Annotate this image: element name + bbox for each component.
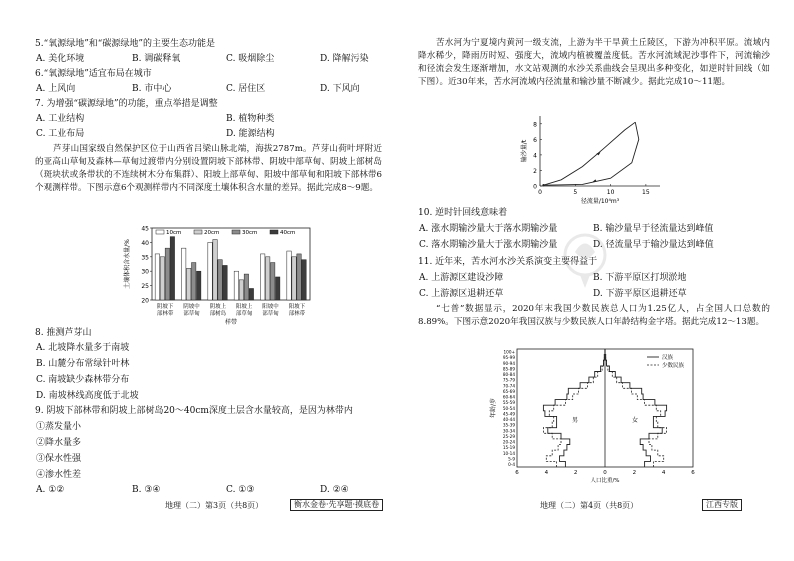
- legend-han-label: 汉族: [662, 355, 674, 361]
- q8-stem: 8. 推测芦芽山: [35, 328, 92, 338]
- q9-stem: 9. 阴坡下部林带和阴坡上部树岛20～40cm深度土层含水量较高，是因为林带内: [35, 406, 353, 416]
- x-category-label-line2: 部草甸: [235, 311, 253, 317]
- x-category-label-line1: 阳坡上: [235, 304, 253, 310]
- left-footer-brand: 衡水金卷·先享题·摸底卷: [290, 499, 383, 511]
- age-group-label: 75-79: [502, 377, 515, 383]
- q11-option-a[interactable]: A. 上游源区建设沙障: [419, 273, 504, 283]
- passage-kushui: 苦水河为宁夏境内黄河一级支流，上游为半干旱黄土丘陵区，下游为冲积平原。流域内降水稀少，降雨历时短、强度大，流域内植被覆盖度低。苦水河流域泥沙事件下，河流输沙和径流会发生逐渐增加，水文站观测的水沙关系曲线会呈现出多种变化，如逆时针回线（如下图）。近30年来，苦水河流域内径流量和输沙量不断减少。据此完成10～11题。: [418, 38, 770, 87]
- age-group-label: 10-14: [502, 450, 515, 456]
- x-category-label-line2: 部树岛: [209, 311, 227, 317]
- left-footer-page: 地理（二）第3页（共8页）: [165, 501, 264, 510]
- q11-stem: 11. 近年来，苦水河水沙关系演变主要得益于: [418, 257, 598, 267]
- q6-option-b[interactable]: B. 市中心: [132, 84, 172, 94]
- bar-10cm: [182, 248, 186, 300]
- loop-start-point: [542, 184, 544, 186]
- bar-10cm: [261, 254, 265, 300]
- q10-option-c[interactable]: C. 落水期输沙量大于涨水期输沙量: [419, 240, 558, 250]
- bar-20cm: [213, 240, 217, 300]
- legend-swatch: [194, 230, 202, 234]
- age-group-label: 5-9: [508, 456, 515, 462]
- age-group-label: 95-99: [502, 355, 515, 361]
- legend-label: 20cm: [204, 230, 220, 236]
- x-tick-label: 6: [691, 470, 695, 476]
- q9-item-4: ④渗水性差: [36, 470, 82, 480]
- loop-falling-limb: [544, 122, 639, 185]
- y-tick-label: 4: [533, 152, 537, 160]
- age-group-label: 40-44: [502, 417, 515, 423]
- q5-option-a[interactable]: A. 美化环境: [36, 54, 85, 64]
- bar-40cm: [276, 277, 280, 300]
- q9-option-a[interactable]: A. ①②: [36, 485, 65, 495]
- legend-swatch: [232, 230, 240, 234]
- age-group-label: 35-39: [502, 422, 515, 428]
- x-category-label-line2: 部草甸: [183, 311, 200, 317]
- bar-30cm: [244, 274, 248, 300]
- q9-item-3: ③保水性强: [36, 454, 82, 464]
- x-category-label-line2: 部草甸: [262, 311, 279, 317]
- y-tick-label: 2: [533, 167, 537, 175]
- x-tick-label: 5: [573, 189, 578, 196]
- bar-20cm: [187, 268, 191, 300]
- x-tick-label: 4: [544, 470, 549, 476]
- watermark-logo-icon: [560, 230, 610, 290]
- y-tick-label: 8: [533, 121, 537, 129]
- q10-option-d[interactable]: D. 径流量早于输沙量达到峰值: [593, 240, 714, 250]
- loop-rising-limb: [544, 122, 636, 185]
- passage-census: “七普”数据显示，2020年末我国少数民族总人口为1.25亿人，占全国人口总数的8.89%。下图示意2020年我国汉族与少数民族人口年龄结构金字塔。据此完成12～13题。: [418, 304, 770, 327]
- bar-10cm: [234, 271, 238, 300]
- chart-plot-frame: [152, 228, 310, 300]
- q11-option-c[interactable]: C. 上游源区退耕还草: [419, 289, 504, 299]
- bar-30cm: [297, 254, 301, 300]
- x-axis-label: 径流量/10⁴m³: [580, 198, 620, 204]
- q9-option-c[interactable]: C. ①③: [226, 485, 255, 495]
- y-axis-label: 年龄/岁: [490, 397, 497, 419]
- bar-40cm: [302, 260, 306, 300]
- q7-option-c[interactable]: C. 工业布局: [36, 129, 85, 139]
- x-category-label-line1: 阳坡下: [288, 304, 306, 310]
- q9-option-b[interactable]: B. ③④: [132, 485, 161, 495]
- q8-option-d[interactable]: D. 南坡林线高度低于北坡: [36, 391, 139, 401]
- age-group-label: 80-84: [502, 372, 515, 378]
- age-group-label: 55-59: [502, 400, 515, 406]
- han-female-profile: [605, 349, 667, 467]
- x-tick-label: 0: [538, 189, 542, 196]
- y-tick-label: 20: [141, 297, 149, 305]
- age-group-label: 70-74: [502, 383, 515, 389]
- x-axis-label: 人口比重/%: [590, 478, 620, 484]
- q7-option-a[interactable]: A. 工业结构: [36, 114, 85, 124]
- q8-option-b[interactable]: B. 山麓分布常绿针叶林: [36, 359, 130, 369]
- q7-stem: 7. 为增强“碳源绿地”的功能，重点举措是调整: [35, 99, 218, 109]
- x-tick-label: 6: [515, 470, 519, 476]
- q8-option-a[interactable]: A. 北坡降水量多于南坡: [36, 343, 130, 353]
- age-group-label: 85-89: [502, 366, 515, 372]
- age-group-label: 20-24: [502, 439, 515, 445]
- bar-10cm: [208, 242, 212, 300]
- right-footer-page: 地理（二）第4页（共8页）: [540, 501, 639, 510]
- population-pyramid-chart: [489, 343, 709, 491]
- minority-female-profile: [605, 349, 667, 467]
- y-tick-label: 40: [141, 239, 149, 247]
- x-category-label-line1: 阴坡下: [156, 304, 174, 310]
- q7-option-d[interactable]: D. 能源结构: [226, 129, 275, 139]
- legend-label: 30cm: [242, 230, 258, 236]
- q5-option-c[interactable]: C. 吸烟除尘: [226, 54, 275, 64]
- bar-10cm: [155, 254, 159, 300]
- bar-20cm: [160, 257, 164, 300]
- age-group-label: 25-29: [502, 433, 515, 439]
- legend-swatch: [270, 230, 278, 234]
- bar-20cm: [266, 257, 270, 300]
- q5-option-b[interactable]: B. 调碳释氧: [132, 54, 181, 64]
- q10-option-a[interactable]: A. 涨水期输沙量大于落水期输沙量: [419, 224, 558, 234]
- x-tick-label: 2: [632, 470, 637, 476]
- q9-option-d[interactable]: D. ②④: [320, 485, 349, 495]
- male-side-label: 男: [571, 417, 579, 424]
- legend-label: 40cm: [280, 230, 296, 236]
- x-category-label-line2: 部林带: [156, 311, 174, 317]
- bar-40cm: [223, 265, 227, 300]
- age-group-label: 60-64: [502, 394, 515, 400]
- x-axis-label: 样带: [224, 319, 238, 326]
- q6-option-c[interactable]: C. 居住区: [226, 84, 266, 94]
- q10-stem: 10. 逆时针回线意味着: [418, 208, 508, 218]
- age-group-label: 100+: [503, 349, 515, 355]
- q6-stem: 6.“氧源绿地”适宜布局在城市: [35, 69, 152, 79]
- x-category-label-line1: 阳坡中: [262, 304, 279, 310]
- age-group-label: 65-69: [502, 388, 515, 394]
- han-male-profile: [543, 349, 605, 467]
- bar-40cm: [197, 271, 201, 300]
- x-category-label-line1: 阴坡上: [209, 304, 227, 310]
- legend-swatch: [156, 230, 164, 234]
- y-tick-label: 25: [141, 283, 149, 291]
- age-group-label: 45-49: [502, 411, 515, 417]
- minority-male-profile: [543, 349, 605, 467]
- q6-option-d[interactable]: D. 下风向: [320, 84, 360, 94]
- x-tick-label: 2: [573, 470, 578, 476]
- q11-option-b[interactable]: B. 下游平原区打坝淤地: [593, 273, 687, 283]
- x-category-label-line2: 部林带: [288, 311, 306, 317]
- age-group-label: 30-34: [502, 428, 515, 434]
- y-axis-label: 土壤体积含水量/%: [124, 239, 131, 289]
- sediment-runoff-loop-chart: [500, 112, 688, 204]
- bar-30cm: [165, 248, 169, 300]
- age-group-label: 90-94: [502, 360, 515, 366]
- y-tick-label: 35: [141, 254, 149, 262]
- x-tick-label: 0: [603, 470, 607, 476]
- x-tick-label: 15: [642, 189, 650, 196]
- x-category-label-line1: 阴坡中: [183, 304, 200, 310]
- q6-option-a[interactable]: A. 上风向: [36, 84, 76, 94]
- q5-option-d[interactable]: D. 降解污染: [320, 54, 369, 64]
- right-footer-region: 江西专版: [702, 499, 742, 511]
- q5-stem: 5.“氧源绿地”和“碳源绿地”的主要生态功能是: [35, 39, 215, 49]
- bar-40cm: [249, 288, 253, 300]
- female-side-label: 女: [631, 417, 639, 424]
- bar-10cm: [287, 251, 291, 300]
- q9-item-2: ②降水量多: [36, 438, 82, 448]
- y-tick-label: 6: [533, 136, 537, 144]
- bar-20cm: [292, 257, 296, 300]
- y-tick-label: 0: [533, 183, 537, 191]
- q7-option-b[interactable]: B. 植物种类: [226, 114, 275, 124]
- bar-30cm: [192, 263, 196, 300]
- y-axis-label: 输沙量/t: [521, 139, 528, 163]
- x-tick-label: 4: [661, 470, 666, 476]
- age-group-label: 0-4: [508, 461, 515, 467]
- passage-luya: 芦芽山国家级自然保护区位于山西省吕梁山脉北端，海拔2787m。芦芽山荷叶坪附近的亚高山草甸及森林—草甸过渡带内分别设置阴坡下部林带、阴坡中部草甸、阴坡上部树岛（斑块状或条带状的不连续树木分布集群）、阳坡上部草甸、阳坡中部草甸和阳坡下部林带6个观测样带。下图示意6个观测样带内不同深度土壤体积含水量的差异。据此完成8～9题。: [35, 144, 382, 193]
- bar-40cm: [170, 237, 174, 300]
- bar-30cm: [271, 263, 275, 300]
- legend-minority-label: 少数民族: [662, 363, 685, 369]
- age-group-label: 50-54: [502, 405, 515, 411]
- q9-item-1: ①蒸发量小: [36, 422, 82, 432]
- bar-20cm: [239, 280, 243, 300]
- soil-moisture-bar-chart: [120, 222, 316, 326]
- y-tick-label: 30: [141, 268, 149, 276]
- bar-30cm: [218, 260, 222, 300]
- q8-option-c[interactable]: C. 南坡缺少森林带分布: [36, 375, 130, 385]
- q11-option-d[interactable]: D. 下游平原区退耕还草: [593, 289, 687, 299]
- x-tick-label: 10: [606, 189, 615, 196]
- age-group-label: 15-19: [502, 445, 515, 451]
- legend-label: 10cm: [166, 230, 182, 236]
- q10-option-b[interactable]: B. 输沙量早于径流量达到峰值: [593, 224, 714, 234]
- y-tick-label: 45: [141, 225, 149, 233]
